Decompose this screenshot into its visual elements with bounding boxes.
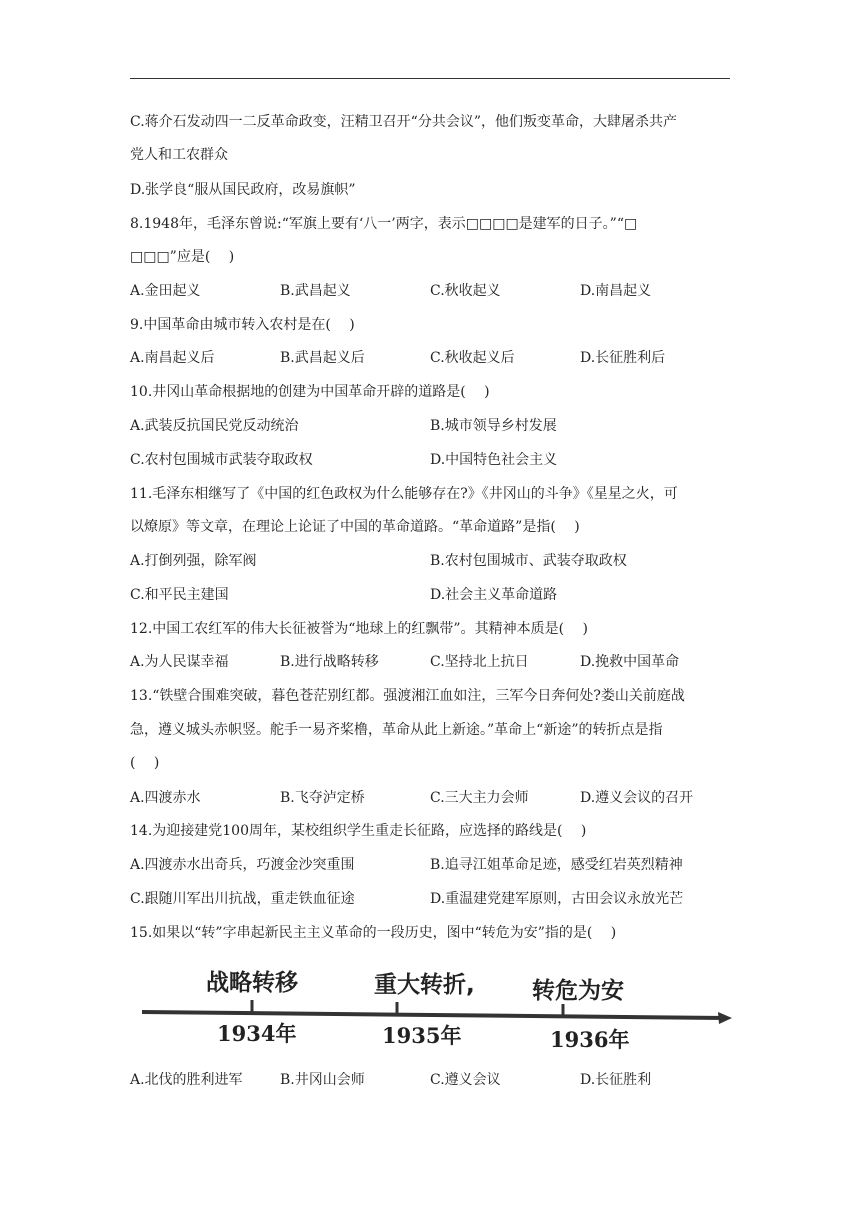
q14-option-c: C.跟随川军出川抗战，重走铁血征途 <box>130 891 355 907</box>
q11-stem-line1: 11.毛泽东相继写了《中国的红色政权为什么能够存在?》《井冈山的斗争》《星星之火，可 <box>130 486 678 502</box>
q12-option-c: C.坚持北上抗日 <box>430 654 529 670</box>
q12-option-b: B.进行战略转移 <box>280 654 379 670</box>
timeline-year-1936: 1936年 <box>550 1027 630 1052</box>
q13-option-a: A.四渡赤水 <box>130 790 201 806</box>
q8-stem-line2: □□□”应是( ) <box>130 249 235 265</box>
q9-option-a: A.南昌起义后 <box>130 350 215 366</box>
q12-stem: 12.中国工农红军的伟大长征被誉为“地球上的红飘带”。其精神本质是( ) <box>130 621 588 637</box>
q13-option-b: B.飞夺泸定桥 <box>280 790 365 806</box>
q10-option-a: A.武装反抗国民党反动统治 <box>130 418 299 434</box>
q14-stem: 14.为迎接建党100周年，某校组织学生重走长征路，应选择的路线是( ) <box>130 823 587 839</box>
q15-option-b: B.井冈山会师 <box>280 1072 365 1088</box>
timeline-year-1934: 1934年 <box>217 1021 297 1046</box>
timeline-figure <box>140 958 740 1058</box>
q9-option-d: D.长征胜利后 <box>580 350 666 366</box>
q12-option-d: D.挽救中国革命 <box>580 654 680 670</box>
q10-option-b: B.城市领导乡村发展 <box>430 418 557 434</box>
q11-stem-line2: 以燎原》等文章，在理论上论证了中国的革命道路。“革命道路”是指( ) <box>130 519 580 535</box>
q13-option-d: D.遵义会议的召开 <box>580 790 694 806</box>
q9-option-c: C.秋收起义后 <box>430 350 515 366</box>
q11-option-d: D.社会主义革命道路 <box>430 587 558 603</box>
q13-stem-line1: 13.“铁壁合围难突破，暮色苍茫别红都。强渡湘江血如注，三军今日奔何处?娄山关前庭战 <box>130 688 685 704</box>
q10-option-c: C.农村包围城市武装夺取政权 <box>130 452 313 468</box>
q13-option-c: C.三大主力会师 <box>430 790 529 806</box>
q13-stem-line3: ( ) <box>130 755 160 771</box>
q10-option-d: D.中国特色社会主义 <box>430 452 558 468</box>
timeline-label-major-turn: 重大转折, <box>374 972 475 998</box>
q11-option-b: B.农村包围城市、武装夺取政权 <box>430 553 627 569</box>
q15-option-c: C.遵义会议 <box>430 1072 501 1088</box>
timeline-label-strategic-transfer: 战略转移 <box>206 970 298 996</box>
q11-option-c: C.和平民主建国 <box>130 587 229 603</box>
q8-option-d: D.南昌起义 <box>580 283 652 299</box>
q11-option-a: A.打倒列强，除军阀 <box>130 553 257 569</box>
header-rule <box>130 78 730 79</box>
q8-option-a: A.金田起义 <box>130 283 201 299</box>
q10-stem: 10.井冈山革命根据地的创建为中国革命开辟的道路是( ) <box>130 384 490 400</box>
q8-option-b: B.武昌起义 <box>280 283 351 299</box>
timeline-label-safety: 转危为安 <box>532 978 624 1004</box>
q15-option-d: D.长征胜利 <box>580 1072 652 1088</box>
q15-stem: 15.如果以“转”字串起新民主主义革命的一段历史，图中“转危为安”指的是( ) <box>130 925 617 941</box>
q7-option-d: D.张学良“服从国民政府，改易旗帜” <box>130 182 356 198</box>
q14-option-a: A.四渡赤水出奇兵，巧渡金沙突重围 <box>130 857 355 873</box>
q13-stem-line2: 急，遵义城头赤帜竖。舵手一易齐桨橹，革命从此上新途。”革命上“新途”的转折点是指 <box>130 722 663 738</box>
q12-option-a: A.为人民谋幸福 <box>130 654 229 670</box>
q7-option-c-line1: C.蒋介石发动四一二反革命政变，汪精卫召开“分共会议”，他们叛变革命，大肆屠杀共产 <box>130 114 677 130</box>
timeline-year-1935: 1935年 <box>382 1023 462 1048</box>
timeline-arrowhead <box>718 1012 732 1024</box>
q8-option-c: C.秋收起义 <box>430 283 501 299</box>
q14-option-d: D.重温建党建军原则，古田会议永放光芒 <box>430 891 684 907</box>
q15-option-a: A.北伐的胜利进军 <box>130 1072 243 1088</box>
q14-option-b: B.追寻江姐革命足迹，感受红岩英烈精神 <box>430 857 683 873</box>
q9-stem: 9.中国革命由城市转入农村是在( ) <box>130 317 355 333</box>
q9-option-b: B.武昌起义后 <box>280 350 365 366</box>
q8-stem-line1: 8.1948年，毛泽东曾说:“军旗上要有‘八一’两字，表示□□□□是建军的日子。”“□ <box>130 216 638 232</box>
q7-option-c-line2: 党人和工农群众 <box>130 147 228 163</box>
